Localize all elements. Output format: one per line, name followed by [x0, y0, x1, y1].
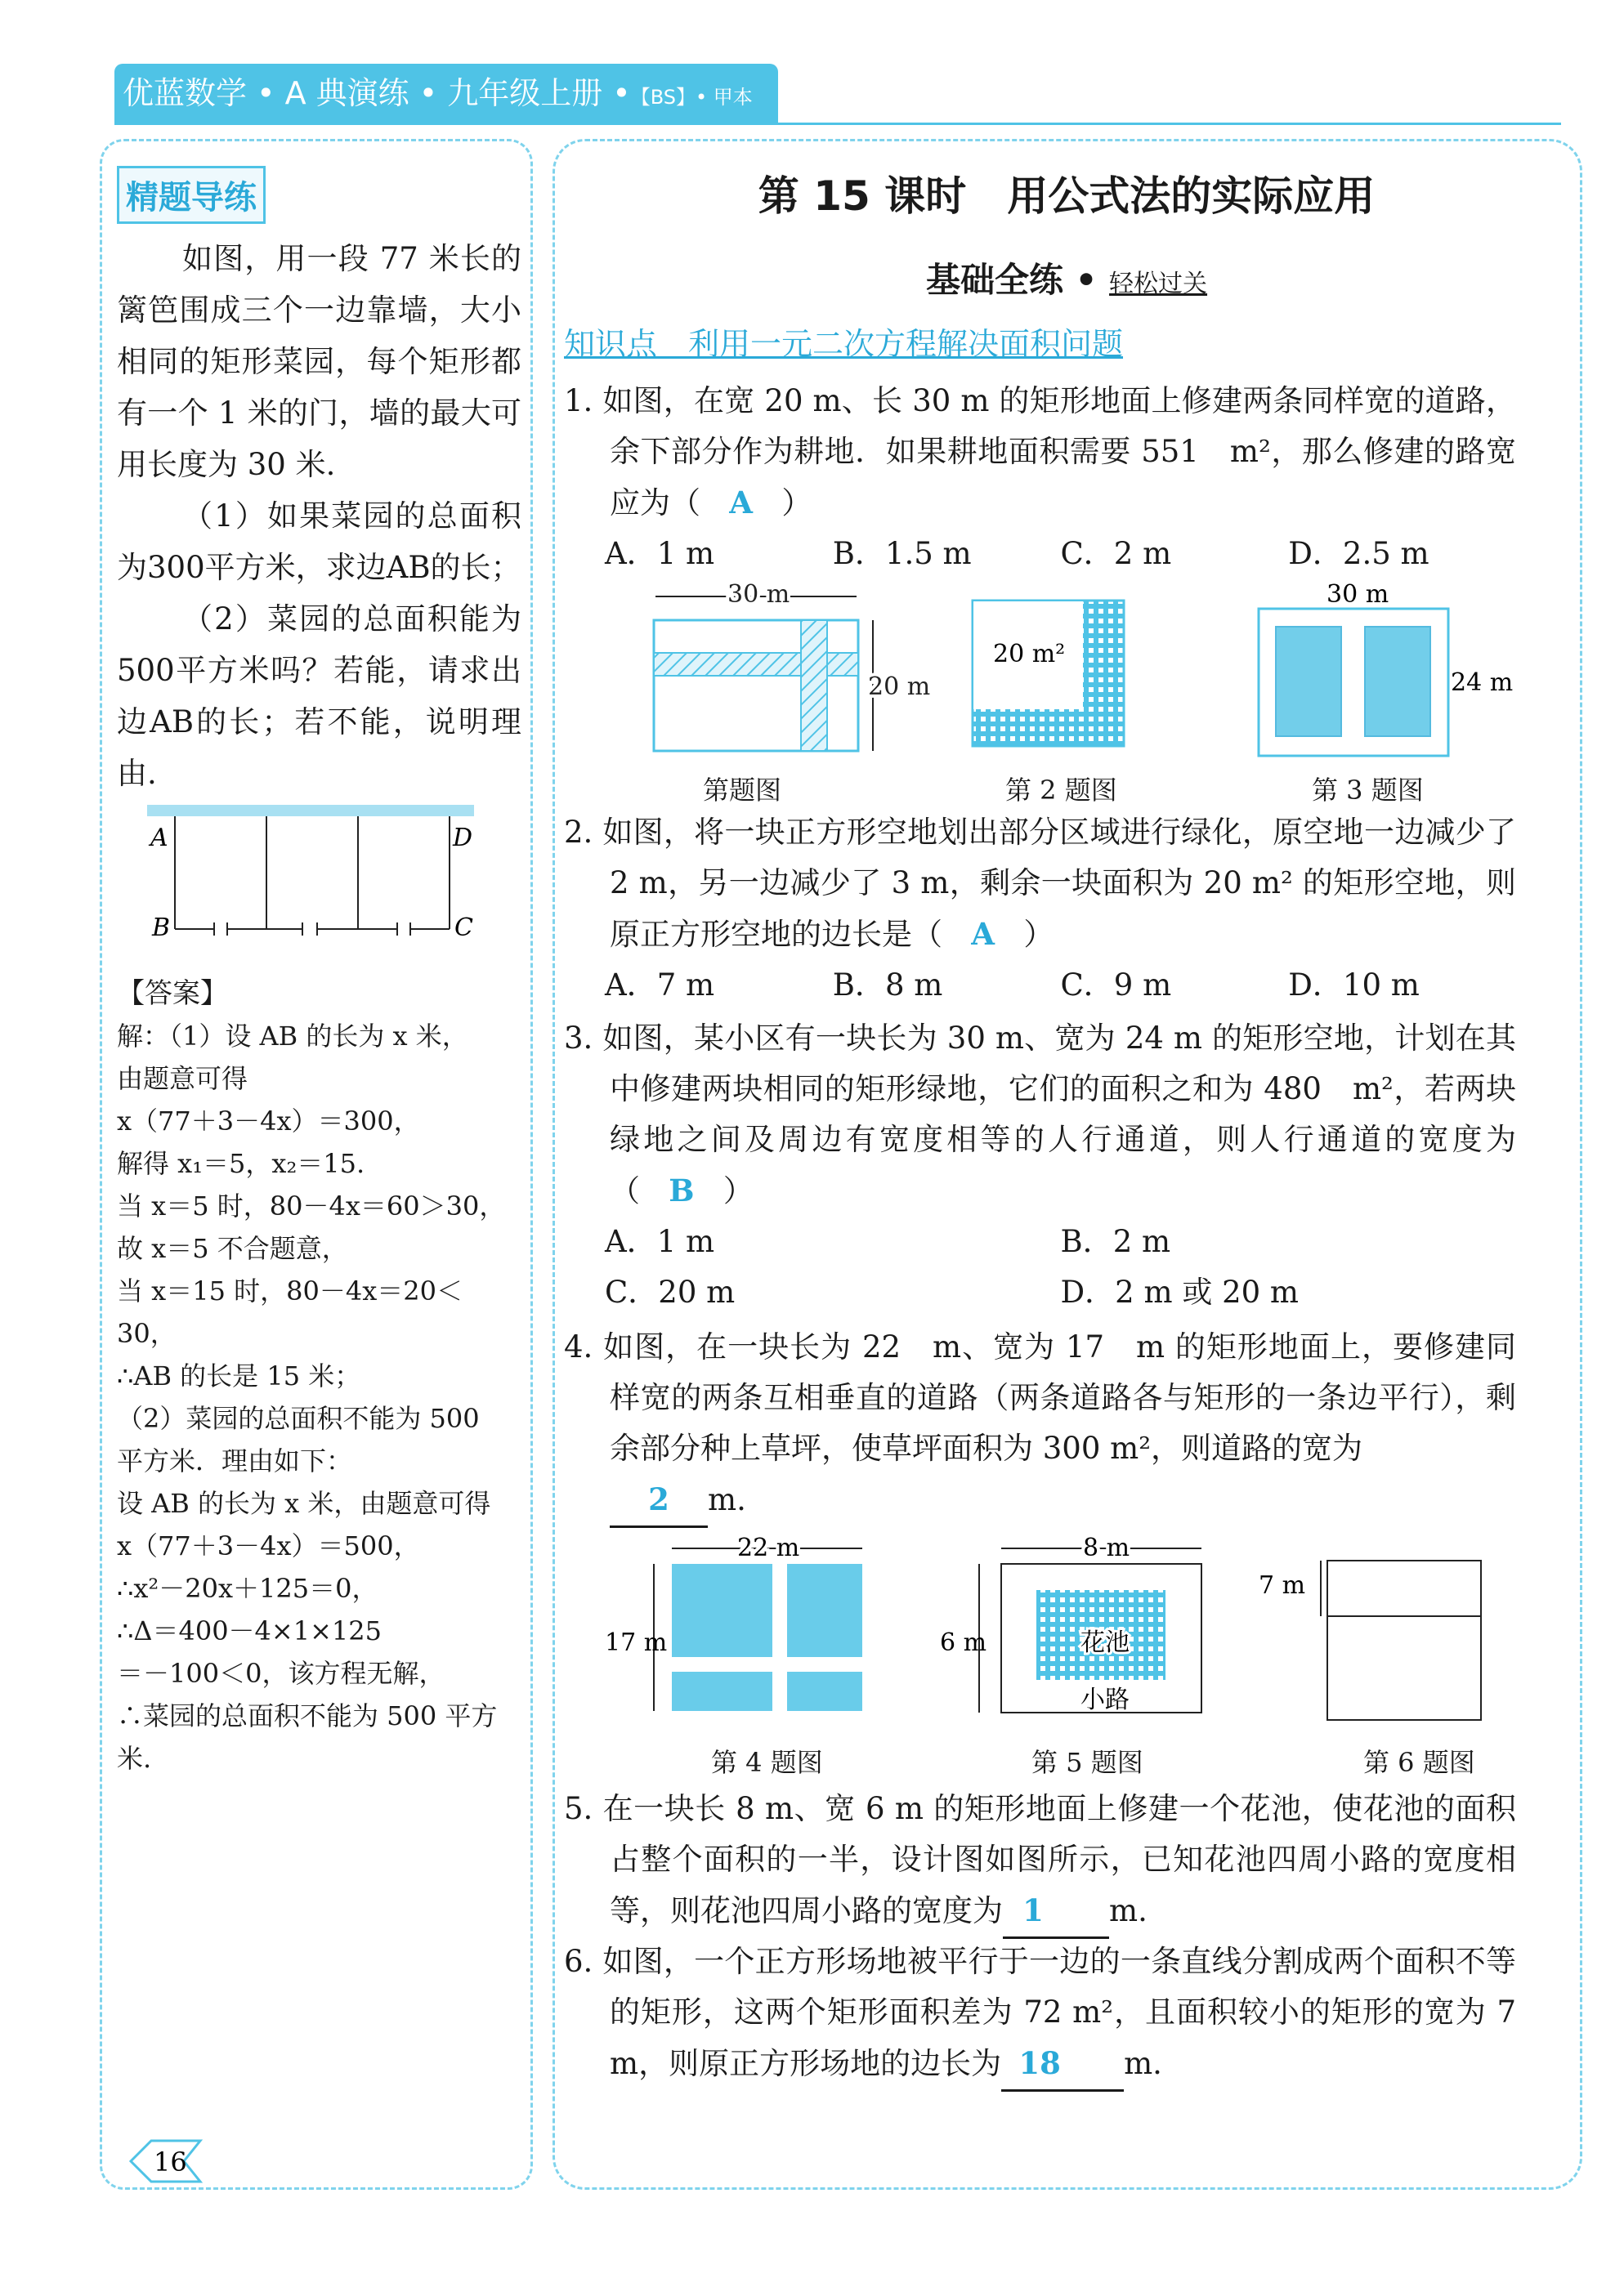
q3-options-row1 — [564, 1217, 1516, 1267]
answer-line: 解得 x₁＝5，x₂＝15. — [117, 1148, 365, 1179]
left-part1: （1）如果菜园的总面积为300平方米，求边AB的长； — [117, 498, 521, 585]
q4-num: 4. — [564, 1329, 593, 1365]
figure-6 — [1259, 1552, 1504, 1732]
page-number: 16 — [154, 2146, 187, 2178]
q6-unit: m. — [1124, 2046, 1162, 2081]
lesson-subtitle — [556, 253, 1577, 302]
answer-line: 设 AB 的长为 x 米，由题意可得 — [117, 1488, 491, 1519]
label-c: C — [454, 913, 473, 942]
answer-line: ∴AB 的长是 15 米； — [117, 1360, 361, 1391]
answer-line: 当 x＝5 时，80－4x＝60＞30， — [117, 1190, 506, 1222]
q4-answer: 2 — [648, 1481, 669, 1517]
q2-option-d: D．10 m — [1288, 967, 1420, 1003]
q1-num: 1. — [564, 383, 593, 418]
header-banner — [114, 64, 778, 123]
question-5 — [564, 1784, 1516, 1939]
q3-options-row2 — [564, 1267, 1516, 1318]
q2-close: ） — [1023, 917, 1054, 952]
f5-caption: 第 5 题图 — [1031, 1747, 1143, 1778]
header-edition: 【BS】• 甲本 — [630, 86, 753, 109]
f2-label: 20 m² — [993, 640, 1066, 668]
answer-title: 【答案】 — [117, 977, 228, 1010]
q3-close: ） — [723, 1173, 754, 1208]
answer-line: ＝－100＜0，该方程无解， — [117, 1658, 445, 1689]
answer-line: 故 x＝5 不合题意， — [117, 1233, 348, 1264]
answer-lines — [117, 1015, 521, 1780]
q3-text: 如图，某小区有一块长为 30 m、宽为 24 m 的矩形空地，计划在其中修建两块相同的矩形绿地，它们的面积之和为 480 m²，若两块绿地之间及周边有宽度相等的人行通道，则人行通道的宽度为（ — [602, 1021, 1517, 1208]
q1-option-b: B．1.5 m — [832, 536, 972, 571]
f3-side-label: 24 m — [1451, 668, 1514, 697]
q1-close: ） — [781, 485, 812, 520]
answer-line: 米. — [117, 1743, 152, 1774]
label-a: A — [150, 824, 168, 852]
q1-option-a: A．1 m — [605, 536, 715, 571]
q2-num: 2. — [564, 815, 593, 850]
f2-caption: 第 2 题图 — [1005, 775, 1117, 806]
answer-line: 解：（1）设 AB 的长为 x 米， — [117, 1021, 468, 1052]
figure-5 — [940, 1536, 1210, 1732]
f5-inner-label: 花池 — [1080, 1628, 1130, 1657]
q5-num: 5. — [564, 1791, 593, 1826]
f4-caption: 第 4 题图 — [711, 1747, 823, 1778]
f5-road-label: 小路 — [1080, 1686, 1130, 1714]
answer-line: （2）菜园的总面积不能为 500 — [117, 1403, 480, 1434]
fence-figure — [139, 805, 482, 940]
figure-3 — [1255, 580, 1514, 760]
figure-1 — [629, 580, 931, 760]
q1-answer: A — [729, 485, 754, 520]
q3-answer: B — [669, 1173, 695, 1208]
f4-side-label: 17 m — [605, 1628, 668, 1657]
f5-top-label: 8 m — [1083, 1534, 1130, 1562]
question-6 — [564, 1936, 1516, 2092]
question-1 — [564, 376, 1516, 579]
q2-option-b: B．8 m — [832, 967, 943, 1003]
figure-2 — [969, 596, 1132, 752]
f1-side-label: 20 m — [868, 672, 931, 701]
f1-caption: 第题图 — [703, 775, 782, 806]
f3-caption: 第 3 题图 — [1312, 775, 1424, 806]
q6-text: 如图，一个正方形场地被平行于一边的一条直线分割成两个面积不等的矩形，这两个矩形面积差为 72 m²，且面积较小的矩形的宽为 7 m，则原正方形场地的边长为 — [602, 1944, 1516, 2081]
q5-unit: m. — [1109, 1893, 1148, 1928]
subtitle-text: 基础全练 • — [925, 260, 1098, 300]
q3-num: 3. — [564, 1021, 593, 1056]
q4-unit: m. — [708, 1482, 746, 1517]
f5-side-label: 6 m — [940, 1628, 987, 1657]
q5-answer: 1 — [1022, 1892, 1044, 1928]
section-badge: 精题导练 — [117, 166, 266, 224]
answer-line: 由题意可得 — [117, 1063, 248, 1094]
f1-top-label: 30 m — [727, 580, 790, 609]
question-4 — [564, 1322, 1516, 1528]
q6-answer: 18 — [1018, 2045, 1061, 2081]
q2-text: 如图，将一块正方形空地划出部分区域进行绿化，原空地一边减少了 2 m，另一边减少了 3 m，剩余一块面积为 20 m² 的矩形空地，则原正方形空地的边长是（ — [602, 815, 1516, 952]
wall — [147, 805, 474, 816]
question-3 — [564, 1013, 1516, 1318]
q3-option-b: B．2 m — [1060, 1224, 1171, 1259]
q1-option-c: C．2 m — [1060, 536, 1172, 571]
q1-options — [564, 529, 1516, 579]
figure-4 — [605, 1536, 875, 1732]
q3-option-a: A．1 m — [605, 1224, 715, 1259]
q2-option-a: A．7 m — [605, 967, 715, 1003]
q6-num: 6. — [564, 1944, 593, 1979]
q4-text: 如图，在一块长为 22 m、宽为 17 m 的矩形地面上，要修建同样宽的两条互相垂直的道路（两条道路各与矩形的一条边平行），剩余部分种上草坪，使草坪面积为 300 m²，则道路的宽为 — [603, 1329, 1516, 1466]
left-problem — [117, 233, 521, 799]
subtitle-tag: 轻松过关 — [1109, 270, 1208, 298]
label-b: B — [152, 913, 171, 942]
answer-line: ∴菜园的总面积不能为 500 平方 — [117, 1700, 498, 1731]
q3-option-d: D．2 m 或 20 m — [1060, 1275, 1300, 1310]
left-problem-text: 如图，用一段 77 米长的篱笆围成三个一边靠墙，大小相同的矩形菜园，每个矩形都有一个 1 米的门，墙的最大可用长度为 30 米. — [117, 241, 521, 482]
q3-option-c: C．20 m — [605, 1275, 736, 1310]
answer-line: 当 x＝15 时，80－4x＝20＜30， — [117, 1275, 463, 1349]
header-rule — [114, 123, 1561, 125]
q1-option-d: D．2.5 m — [1288, 536, 1429, 571]
q2-option-c: C．9 m — [1060, 967, 1172, 1003]
header-title: 优蓝数学 • A 典演练 • 九年级上册 • — [123, 75, 631, 111]
left-part2: （2）菜园的总面积能为500平方米吗？若能，请求出边AB的长；若不能，说明理由. — [117, 601, 521, 791]
knowledge-point: 知识点 利用一元二次方程解决面积问题 — [564, 326, 1124, 362]
answer-block — [117, 972, 521, 1780]
q1-text: 如图，在宽 20 m、长 30 m 的矩形地面上修建两条同样宽的道路，余下部分作为耕地．如果耕地面积需要 551 m²，那么修建的路宽应为（ — [602, 383, 1517, 520]
q5-text: 在一块长 8 m、宽 6 m 的矩形地面上修建一个花池，使花池的面积占整个面积的一半，设计图如图所示，已知花池四周小路的宽度相等，则花池四周小路的宽度为 — [602, 1791, 1516, 1928]
answer-line: x（77＋3－4x）＝300， — [117, 1106, 420, 1137]
q2-answer: A — [971, 916, 995, 952]
lesson-title: 第 15 课时 用公式法的实际应用 — [758, 172, 1376, 220]
q2-options — [564, 960, 1516, 1011]
answer-line: 平方米．理由如下： — [117, 1445, 353, 1476]
answer-line: ∴x²－20x＋125＝0， — [117, 1573, 378, 1604]
f6-caption: 第 6 题图 — [1363, 1747, 1475, 1778]
answer-line: x（77＋3－4x）＝500， — [117, 1530, 420, 1561]
page-number-tab — [114, 2137, 204, 2186]
f4-top-label: 22 m — [737, 1534, 800, 1562]
f3-top-label: 30 m — [1326, 580, 1389, 609]
question-2 — [564, 807, 1516, 1011]
answer-line: ∴Δ＝400－4×1×125 — [117, 1615, 382, 1646]
label-d: D — [453, 824, 473, 852]
f6-side-label: 7 m — [1259, 1571, 1306, 1600]
